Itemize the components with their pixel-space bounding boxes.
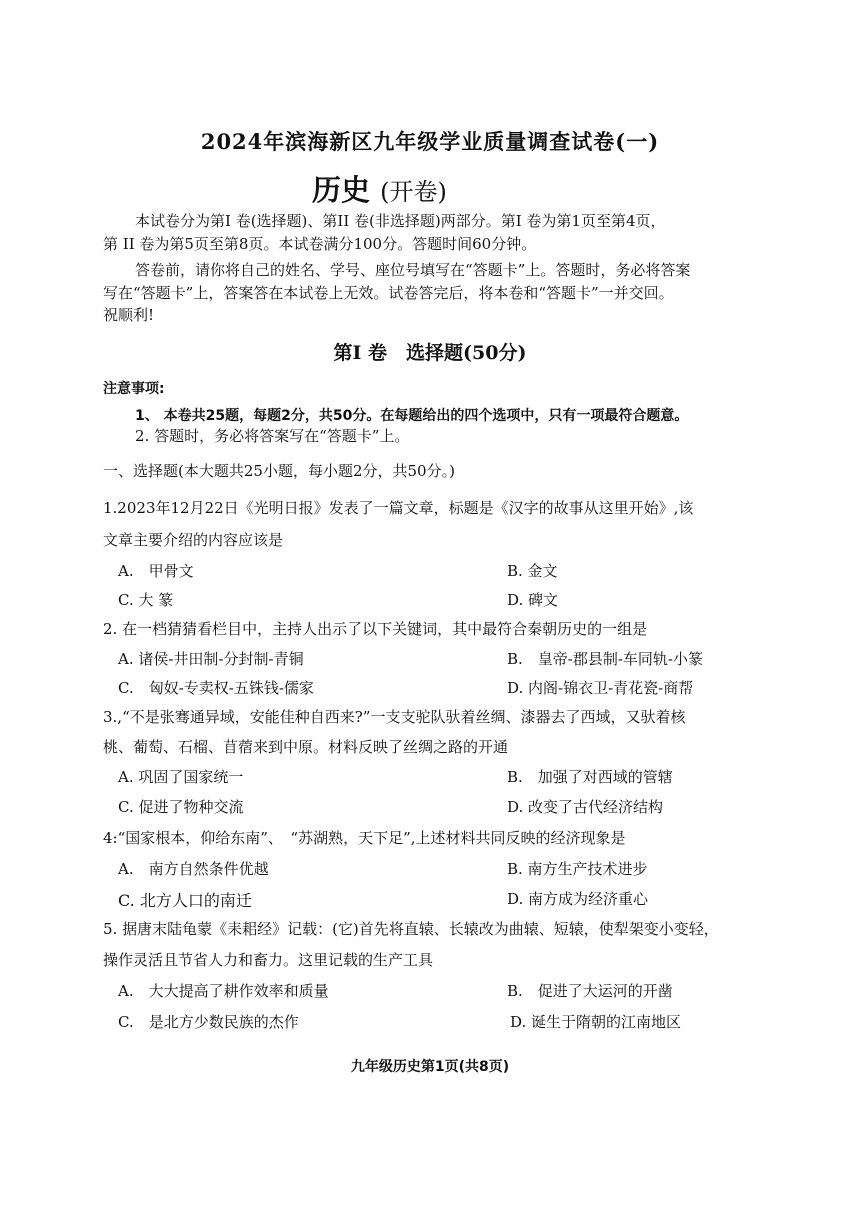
subject-name: 历史 [312,173,371,207]
question-5-option-a: A. 大大提高了耕作效率和质量 [118,982,329,1000]
exam-title: 2024年滨海新区九年级学业质量调查试卷(一) [200,129,660,154]
question-1-option-b: B. 金文 [507,562,558,580]
question-4-option-c: C. 北方人口的南迁 [118,891,252,910]
subject-title [312,168,447,209]
question-2-option-a: A. 诸侯-井田制-分封制-青铜 [118,650,304,668]
question-3-stem-2: 桃、葡萄、石榴、苜蓿来到中原。材料反映了丝绸之路的开通 [103,738,509,756]
question-1-stem-2: 文章主要介绍的内容应该是 [103,531,284,549]
question-3-option-d: D. 改变了古代经济结构 [507,798,664,816]
question-5-stem-1: 5. 据唐末陆龟蒙《耒耜经》记载：(它)首先将直辕、长辕改为曲辕、短辕，使犁架变小变轻， [103,920,719,938]
question-5-option-b: B. 促进了大运河的开凿 [507,982,673,1000]
question-3-stem-1: 3.,“不是张骞通异域，安能佳种自西来?”一支支驼队驮着丝绸、漆器去了西域，又驮着核 [103,708,686,726]
question-4-option-b: B. 南方生产技术进步 [507,860,648,878]
intro-p3: 祝顺利! [103,306,155,324]
question-5-option-c: C. 是北方少数民族的杰作 [118,1013,299,1031]
intro-p2-line1: 答卷前，请你将自己的姓名、学号、座位号填写在“答题卡”上。答题时，务必将答案 [135,261,691,279]
question-1-stem-1: 1.2023年12月22日《光明日报》发表了一篇文章，标题是《汉字的故事从这里开始》,该 [103,499,694,517]
question-1-option-a: A. 甲骨文 [118,562,194,580]
intro-p1-line1: 本试卷分为第I 卷(选择题)、第II 卷(非选择题)两部分。第I 卷为第1页至第4页， [135,212,666,230]
notes-heading: 注意事项: [103,381,165,397]
question-4-option-a: A. 南方自然条件优越 [118,860,269,878]
intro-p2-line2: 写在“答题卡”上，答案答在本试卷上无效。试卷答完后，将本卷和“答题卡”一并交回。 [103,284,674,302]
subject-note: (开卷) [380,178,447,206]
question-3-option-a: A. 巩固了国家统一 [118,768,244,786]
question-2-stem-1: 2. 在一档猜猜看栏目中，主持人出示了以下关键词，其中最符合秦朝历史的一组是 [103,620,648,638]
note-1: 1、 本卷共25题，每题2分，共50分。在每题给出的四个选项中，只有一项最符合题意。 [135,408,689,424]
section-title: 第I 卷 选择题(50分) [333,342,527,364]
part-heading: 一、选择题(本大题共25小题，每小题2分，共50分。) [103,462,455,480]
question-5-stem-2: 操作灵活且节省人力和畜力。这里记载的生产工具 [103,951,434,969]
question-1-option-d: D. 碑文 [507,591,559,609]
question-4-stem-1: 4:“国家根本，仰给东南”、 “苏湖熟，天下足”,上述材料共同反映的经济现象是 [103,829,626,847]
question-2-option-b: B. 皇帝-郡县制-车同轨-小篆 [507,650,703,668]
question-1-option-c: C. 大 篆 [118,591,174,609]
question-4-option-d: D. 南方成为经济重心 [507,890,649,908]
intro-p1-line2: 第 II 卷为第5页至第8页。本试卷满分100分。答题时间60分钟。 [103,235,537,253]
question-2-option-d: D. 内阁-锦衣卫-青花瓷-商帮 [507,679,694,697]
question-2-option-c: C. 匈奴-专卖权-五铢钱-儒家 [118,679,314,697]
page-footer: 九年级历史第1页(共8页) [350,1059,510,1075]
question-5-option-d: D. 诞生于隋朝的江南地区 [510,1013,682,1031]
question-3-option-b: B. 加强了对西域的管辖 [507,768,673,786]
question-3-option-c: C. 促进了物种交流 [118,798,244,816]
note-2: 2. 答题时，务必将答案写在“答题卡”上。 [135,427,410,445]
